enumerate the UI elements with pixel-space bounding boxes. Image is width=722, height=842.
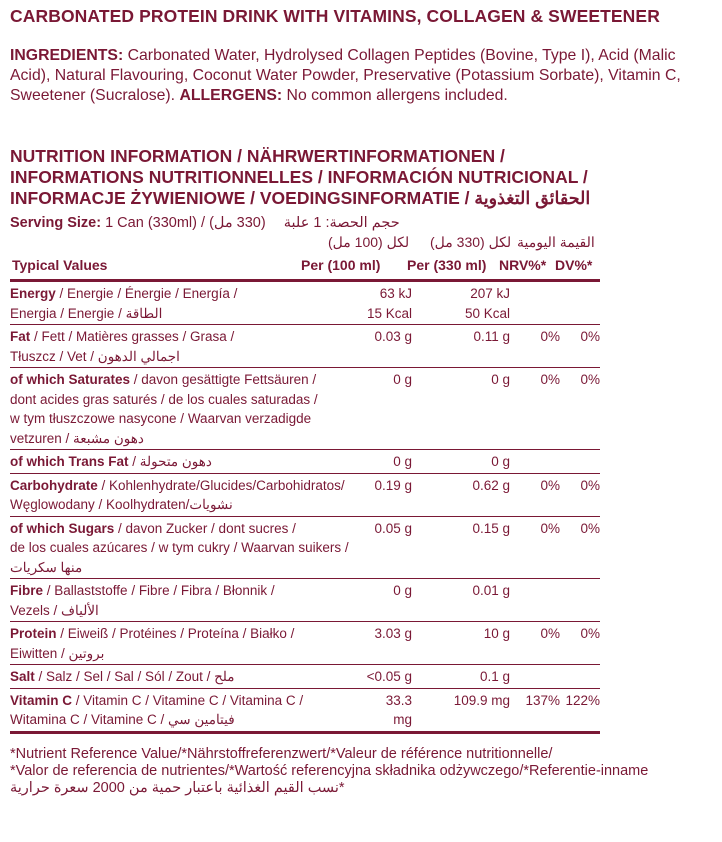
nutrient-text: / Energie / Énergie / Energía /	[55, 286, 238, 301]
footnote-arabic: *نسب القيم الغذائية باعتبار حمية من 2000 سعرة حرارية	[10, 779, 345, 796]
table-row	[10, 579, 600, 622]
dv-value-cell: 122%	[565, 692, 600, 708]
nutrient-text: dont acides gras saturés / de los cuales saturadas /	[10, 391, 318, 407]
nutrient-label-cell	[10, 282, 365, 325]
table-row	[10, 282, 600, 325]
ingredients-text: Carbonated Water, Hydrolysed Collagen Peptides (Bovine, Type I), Acid (Malic Acid), Natural Flavouring, Coconut Water Powder, Preservative (Potassium Sorbate), Vitamin C, Sweetener (Sucralose).	[10, 47, 681, 104]
dv-value-cell	[560, 665, 600, 689]
nutrition-heading-line-3	[10, 188, 714, 209]
serving-size-arabic: حجم الحصة: 1 علبة	[283, 215, 400, 231]
per330-value-cell: 0.11 g	[473, 329, 510, 344]
nutrient-text: / Fett / Matières grasses / Grasa /	[30, 329, 235, 344]
nutrition-heading	[10, 146, 714, 209]
nutrient-text: 50 Kcal	[464, 305, 510, 321]
nutrient-name: of which Trans Fat	[10, 454, 129, 469]
per100-value-cell	[365, 282, 412, 325]
serving-size-text: 1 Can (330ml) /	[105, 215, 206, 231]
nrv-value-cell: 0%	[540, 372, 560, 387]
nutrient-text: Tłuszcz / Vet /	[10, 348, 98, 364]
nutrition-heading-line-1: NUTRITION INFORMATION / NÄHRWERTINFORMATIONEN /	[10, 146, 505, 166]
daily-value-arabic-header: القيمة اليومية	[517, 234, 595, 250]
table-row	[10, 450, 600, 474]
nrv-value-cell: 0%	[540, 520, 560, 536]
per100-value-cell: 3.03 g	[374, 626, 412, 641]
dv-value-cell: 0%	[580, 329, 600, 344]
nutrient-text: / Vitamin C / Vitamine C / Vitamina C /	[72, 692, 304, 708]
nutrient-text: /	[128, 454, 140, 469]
nutrient-label-cell	[10, 516, 365, 579]
nutrient-text: 15 Kcal	[366, 305, 412, 321]
dv-value-cell	[560, 579, 600, 622]
per330-value-cell: 0 g	[491, 454, 510, 469]
nutrient-text: / Salz / Sel / Sal / Sól / Zout /	[34, 669, 215, 684]
nrv-value-cell	[510, 579, 560, 622]
nutrient-text: / Ballaststoffe / Fibre / Fibra / Błonnik /	[43, 583, 275, 598]
nutrient-label-cell	[10, 688, 365, 732]
per330-value-cell: 0.15 g	[472, 520, 510, 536]
nutrient-text: Witamina C / Vitamine C /	[10, 712, 169, 727]
nutrient-label-cell	[10, 368, 365, 450]
nutrient-text: Węglowodany / Koolhydraten/	[10, 497, 190, 512]
per100-value-cell: 0 g	[393, 372, 412, 387]
dv-value-cell	[560, 282, 600, 325]
nutrient-text: 207 kJ	[470, 286, 510, 301]
per100-value-cell: 0.03 g	[374, 329, 412, 344]
dv-value-cell: 0%	[580, 626, 600, 641]
nrv-value-cell: 0%	[540, 329, 560, 344]
nutrient-label-cell	[10, 665, 365, 689]
nutrient-name: Protein	[10, 626, 57, 641]
per330-value-cell	[412, 282, 510, 325]
dv-value-cell: 0%	[580, 372, 600, 387]
nutrient-text: نشويات	[189, 497, 233, 512]
nutrient-text: منها سكريات	[10, 559, 83, 575]
nutrition-heading-line-2: INFORMATIONS NUTRITIONNELLES / INFORMACIÓN NUTRICIONAL /	[10, 167, 588, 187]
nutrient-text: / davon Zucker / dont sucres /	[114, 520, 296, 536]
nutrient-text: بروتين	[68, 645, 105, 661]
nrv-value-cell: 0%	[540, 477, 560, 493]
per100-value-cell: 0.05 g	[374, 520, 412, 536]
nrv-header: NRV%*	[499, 257, 547, 273]
nutrient-text: Eiwitten /	[10, 645, 69, 661]
nutrition-table	[10, 282, 600, 734]
per330-value-cell: 0 g	[491, 372, 510, 387]
nutrient-text: / Eiweiß / Protéines / Proteína / Białko /	[56, 626, 295, 641]
per100-arabic-header: لكل (100 مل)	[328, 234, 410, 250]
nutrient-text: الطاقة	[125, 305, 163, 321]
label-panel	[10, 6, 714, 797]
nutrient-label-cell	[10, 325, 365, 368]
serving-size-paren-arabic: (330 مل)	[209, 215, 266, 231]
table-row	[10, 622, 600, 665]
nutrient-text: الألياف	[61, 602, 99, 618]
per330-value-cell: 109.9 mg	[453, 692, 510, 708]
nutrient-label-cell	[10, 450, 365, 474]
per100-header: Per (100 ml)	[301, 257, 381, 273]
table-column-headers	[10, 233, 714, 279]
typical-values-header: Typical Values	[12, 257, 108, 273]
per100-value-cell: 0 g	[393, 454, 412, 469]
nrv-value-cell	[510, 450, 560, 474]
per330-header: Per (330 ml)	[407, 257, 487, 273]
nutrient-text: w tym tłuszczowe nasycone / Waarvan verzadigde vetzuren /	[10, 411, 312, 446]
nutrient-text: / Kohlenhydrate/Glucides/Carbohidratos/	[97, 477, 345, 493]
ingredients-block	[10, 46, 714, 106]
nutrition-heading-arabic: الحقائق التغذوية	[474, 188, 591, 208]
nutrient-label-cell	[10, 622, 365, 665]
nrv-value-cell: 137%	[525, 692, 560, 708]
table-row	[10, 516, 600, 579]
nrv-value-cell: 0%	[540, 626, 560, 641]
dv-value-cell: 0%	[580, 520, 600, 536]
nutrient-text: Energia / Energie /	[10, 305, 126, 321]
serving-size	[10, 215, 714, 231]
nutrition-heading-line-3-latin: INFORMACJE ŻYWIENIOWE / VOEDINGSINFORMATIE /	[10, 188, 470, 208]
nutrient-text: Vezels /	[10, 602, 62, 618]
per330-arabic-header: لكل (330 مل)	[430, 234, 512, 250]
nrv-value-cell	[510, 665, 560, 689]
table-row	[10, 325, 600, 368]
table-row	[10, 368, 600, 450]
per330-value-cell: 0.01 g	[472, 583, 510, 598]
nutrient-name: Energy	[10, 286, 56, 301]
nutrient-text: فيتامين سي	[168, 712, 235, 727]
nutrient-label-cell	[10, 579, 365, 622]
nutrient-name: Fibre	[10, 583, 44, 598]
per330-value-cell: 0.62 g	[472, 477, 510, 493]
dv-value-cell: 0%	[580, 477, 600, 493]
nutrient-name: Carbohydrate	[10, 477, 98, 493]
ingredients-label: INGREDIENTS:	[10, 47, 124, 64]
per100-value-cell: 0 g	[393, 583, 412, 598]
nutrient-label-cell	[10, 473, 365, 516]
per100-value-cell: 0.19 g	[374, 477, 412, 493]
serving-size-label: Serving Size:	[10, 215, 102, 231]
footnote	[10, 746, 714, 797]
nutrient-text: de los cuales azúcares / w tym cukry / Waarvan suikers /	[10, 540, 349, 555]
per100-value-cell: <0.05 g	[366, 669, 412, 684]
nutrient-name: Fat	[10, 329, 31, 344]
nrv-value-cell	[510, 282, 560, 325]
nutrient-text: دهون متحولة	[139, 454, 212, 469]
nutrient-text: / davon gesättigte Fettsäuren /	[130, 372, 317, 387]
footnote-line-1: *Nutrient Reference Value/*Nährstoffreferenzwert/*Valeur de référence nutritionnelle/	[10, 745, 553, 762]
nutrient-name: of which Sugars	[10, 520, 115, 536]
per100-value-cell: 33.3 mg	[385, 692, 412, 727]
table-row	[10, 665, 600, 689]
allergens-label: ALLERGENS:	[179, 87, 283, 104]
nutrient-text: 63 kJ	[379, 286, 412, 301]
nutrient-name: Vitamin C	[10, 692, 73, 708]
per330-value-cell: 10 g	[483, 626, 510, 641]
footnote-line-2: *Valor de referencia de nutrientes/*Wartość referencyjna składnika odżywczego/*Referentie-inname	[10, 762, 649, 779]
table-row	[10, 688, 600, 732]
nutrient-text: دهون مشبعة	[73, 430, 144, 446]
nutrient-text: ملح	[214, 669, 235, 684]
nutrient-name: Salt	[10, 669, 35, 684]
nutrient-text: اجمالي الدهون	[97, 348, 180, 364]
product-title: CARBONATED PROTEIN DRINK WITH VITAMINS, COLLAGEN & SWEETENER	[10, 6, 660, 26]
table-row	[10, 473, 600, 516]
dv-header: DV%*	[555, 257, 593, 273]
per330-value-cell: 0.1 g	[479, 669, 510, 684]
allergens-text: No common allergens included.	[286, 87, 508, 104]
nutrient-name: of which Saturates	[10, 372, 131, 387]
dv-value-cell	[560, 450, 600, 474]
